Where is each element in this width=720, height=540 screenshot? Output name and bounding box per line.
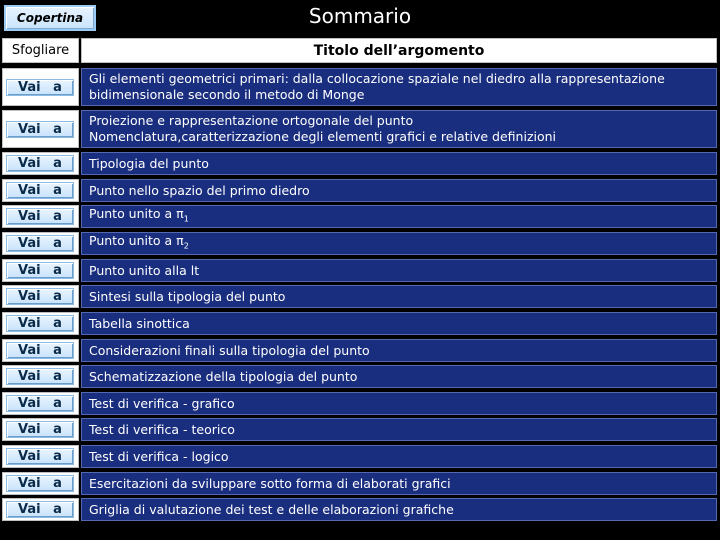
topic-title (81, 498, 717, 521)
vai-a-button[interactable]: Vai a (6, 79, 74, 96)
topic-line: Griglia di valutazione dei test e delle elaborazioni grafiche (89, 501, 454, 517)
topic-line: Sintesi sulla tipologia del punto (89, 288, 286, 304)
topic-title (81, 312, 717, 335)
column-header-titolo: Titolo dell’argomento (81, 38, 717, 63)
table-row (0, 443, 720, 470)
copertina-button[interactable]: Copertina (4, 5, 96, 31)
topic-title (81, 205, 717, 228)
vai-a-button[interactable]: Vai a (6, 288, 74, 305)
nav-cell (2, 418, 79, 441)
table-row (0, 416, 720, 443)
nav-cell (2, 179, 79, 202)
topic-line: Gli elementi geometrici primari: dalla collocazione spaziale nel diedro alla rappresentazione (89, 71, 665, 86)
table-row (0, 257, 720, 284)
topic-line: Punto unito a π (89, 205, 184, 221)
table-row (0, 470, 720, 497)
table-row (0, 108, 720, 150)
nav-cell (2, 339, 79, 362)
table-row (0, 177, 720, 204)
plane-subscript: 2 (183, 241, 189, 251)
topic-title (81, 285, 717, 308)
topic-line: Test di verifica - grafico (89, 395, 235, 411)
topic-title (81, 392, 717, 415)
topic-title (81, 418, 717, 441)
table-row (0, 363, 720, 390)
topic-line: Test di verifica - teorico (89, 421, 235, 437)
table-row (0, 203, 720, 230)
vai-a-button[interactable]: Vai a (6, 395, 74, 412)
topic-title (81, 110, 717, 148)
topic-line: Proiezione e rappresentazione ortogonale del punto (89, 113, 414, 128)
nav-cell (2, 392, 79, 415)
nav-cell (2, 498, 79, 521)
nav-cell (2, 365, 79, 388)
nav-cell (2, 110, 79, 148)
topic-title (81, 339, 717, 362)
plane-subscript: 1 (183, 214, 189, 224)
vai-a-button[interactable]: Vai a (6, 342, 74, 359)
nav-cell (2, 259, 79, 282)
nav-cell (2, 285, 79, 308)
topic-title (81, 445, 717, 468)
topic-line: Esercitazioni da sviluppare sotto forma di elaborati grafici (89, 475, 451, 491)
nav-cell (2, 152, 79, 175)
vai-a-button[interactable]: Vai a (6, 155, 74, 172)
column-header-sfogliare: Sfogliare (2, 38, 79, 63)
vai-a-button[interactable]: Vai a (6, 208, 74, 225)
table-row (0, 66, 720, 108)
table-row (0, 390, 720, 417)
topic-line: Punto nello spazio del primo diedro (89, 182, 310, 198)
vai-a-button[interactable]: Vai a (6, 368, 74, 385)
vai-a-button[interactable]: Vai a (6, 475, 74, 492)
nav-cell (2, 68, 79, 106)
topic-title (81, 472, 717, 495)
vai-a-button[interactable]: Vai a (6, 121, 74, 138)
vai-a-button[interactable]: Vai a (6, 182, 74, 199)
vai-a-button[interactable]: Vai a (6, 448, 74, 465)
table-row (0, 337, 720, 364)
table-row (0, 283, 720, 310)
topic-line: Tipologia del punto (89, 155, 209, 171)
topic-line: Tabella sinottica (89, 315, 190, 331)
nav-cell (2, 445, 79, 468)
topic-title (81, 259, 717, 282)
topic-title (81, 68, 717, 106)
topic-line: bidimensionale secondo il metodo di Monge (89, 87, 365, 102)
table-row (0, 230, 720, 257)
vai-a-button[interactable]: Vai a (6, 315, 74, 332)
vai-a-button[interactable]: Vai a (6, 262, 74, 279)
topic-title (81, 179, 717, 202)
topic-line: Punto unito a π (89, 232, 184, 248)
topic-line: Considerazioni finali sulla tipologia del punto (89, 342, 370, 358)
topic-line: Test di verifica - logico (89, 448, 229, 464)
table-row (0, 310, 720, 337)
nav-cell (2, 312, 79, 335)
topic-line: Nomenclatura,caratterizzazione degli elementi grafici e relative definizioni (89, 129, 557, 144)
nav-cell (2, 232, 79, 255)
nav-cell (2, 472, 79, 495)
topic-line: Schematizzazione della tipologia del punto (89, 368, 358, 384)
nav-cell (2, 205, 79, 228)
topic-title (81, 232, 717, 255)
topic-line: Punto unito alla lt (89, 262, 200, 278)
page-title: Sommario (308, 4, 412, 28)
topic-title (81, 152, 717, 175)
table-row (0, 496, 720, 523)
topic-title (81, 365, 717, 388)
vai-a-button[interactable]: Vai a (6, 501, 74, 518)
table-row (0, 150, 720, 177)
vai-a-button[interactable]: Vai a (6, 235, 74, 252)
vai-a-button[interactable]: Vai a (6, 421, 74, 438)
